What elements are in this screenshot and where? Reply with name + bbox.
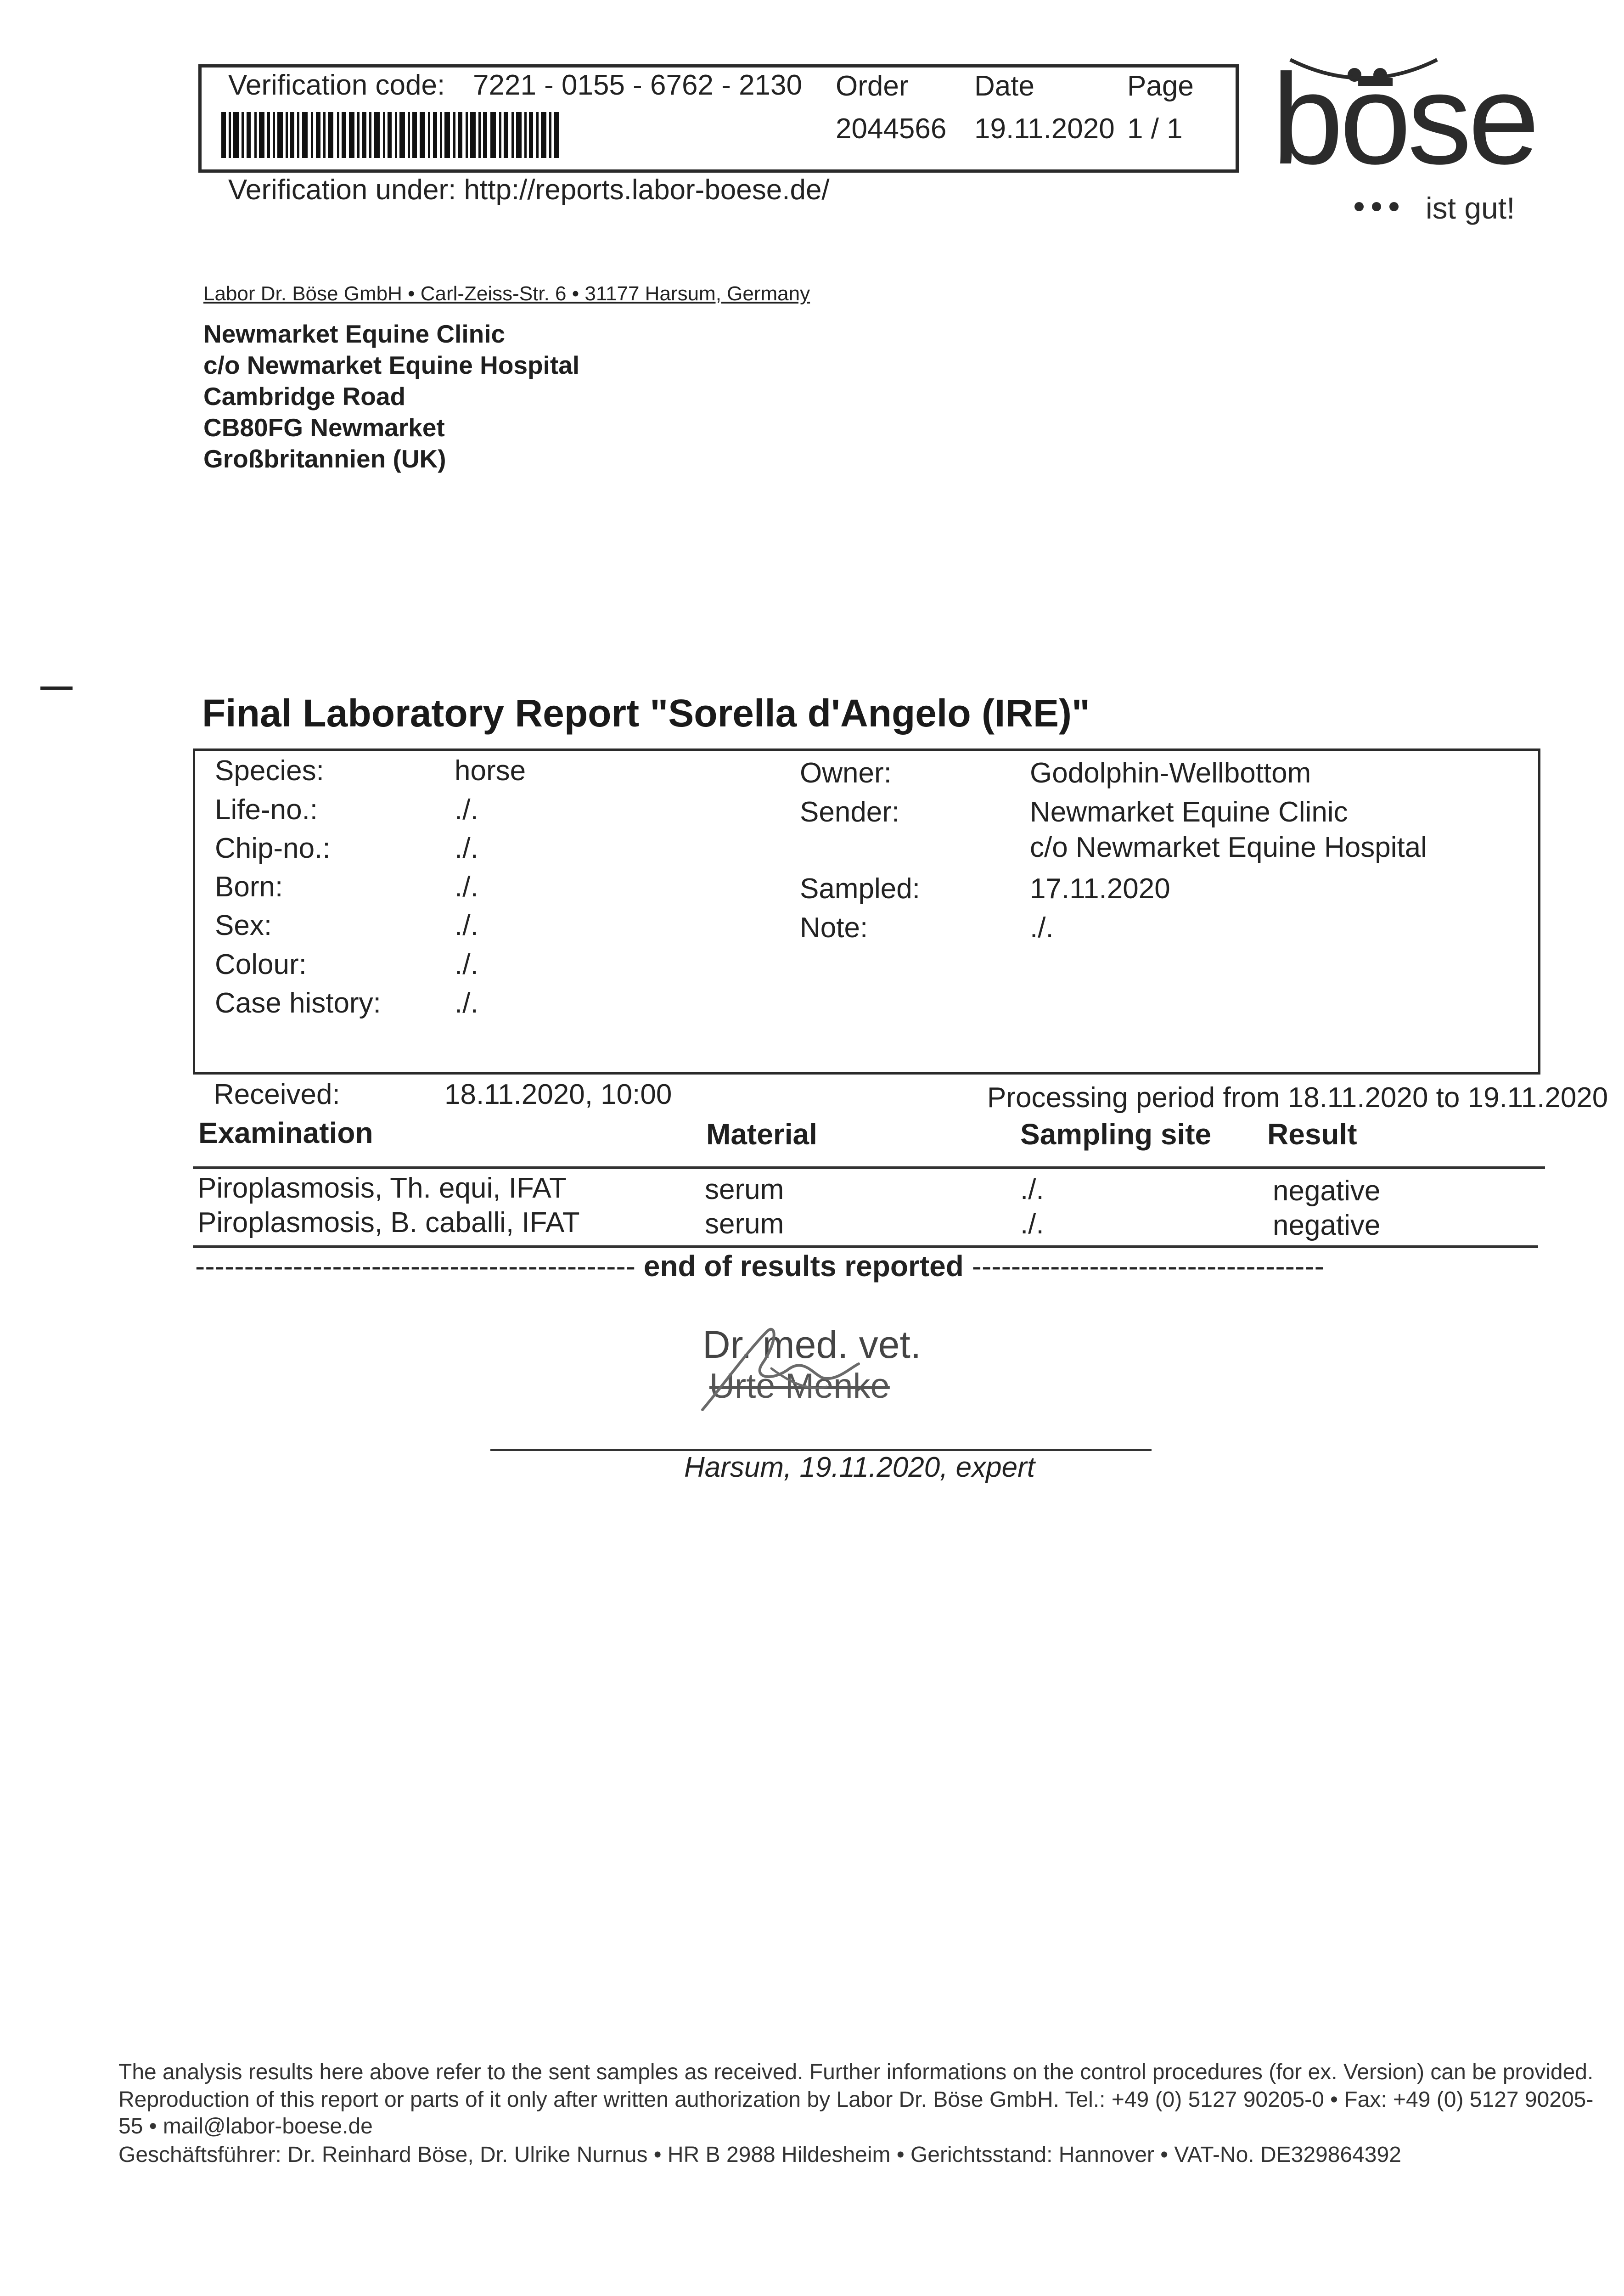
address-line-3: Cambridge Road [203, 382, 406, 411]
chip-no-value: ./. [455, 833, 478, 864]
row-1-examination: Piroplasmosis, Th. equi, IFAT [197, 1172, 567, 1204]
report-title: Final Laboratory Report "Sorella d'Angelo (IRE)" [202, 692, 1090, 735]
end-dashes-left: --------------------------------------------- [195, 1249, 636, 1283]
verification-url: Verification under: http://reports.labor-boese.de/ [228, 174, 830, 206]
case-history-label: Case history: [215, 987, 381, 1019]
row-1-sampling-site: ./. [1020, 1174, 1044, 1205]
row-2-sampling-site: ./. [1020, 1208, 1044, 1240]
signature-place-date: Harsum, 19.11.2020, expert [684, 1452, 1035, 1483]
life-no-label: Life-no.: [215, 794, 318, 826]
logo-tagline: ist gut! [1426, 191, 1515, 225]
signatory-name: Urte Menke [709, 1367, 890, 1406]
case-history-value: ./. [455, 987, 478, 1019]
logo-wordmark: bōse [1272, 48, 1536, 191]
end-dashes-right: ------------------------------------ [972, 1249, 1324, 1283]
sex-value: ./. [455, 910, 478, 941]
tagline-dots [1354, 202, 1407, 214]
page-label: Page [1127, 70, 1194, 102]
sender-label: Sender: [800, 796, 900, 828]
col-header-material: Material [706, 1118, 817, 1151]
born-value: ./. [455, 871, 478, 903]
address-line-2: c/o Newmarket Equine Hospital [203, 351, 580, 379]
fold-mark [40, 687, 73, 690]
species-label: Species: [215, 755, 324, 787]
sampled-label: Sampled: [800, 873, 920, 905]
handwritten-signature [698, 1313, 891, 1424]
col-header-examination: Examination [198, 1116, 373, 1149]
received-value: 18.11.2020, 10:00 [444, 1079, 672, 1110]
verification-label: Verification code: [228, 69, 445, 101]
owner-value: Godolphin-Wellbottom [1030, 757, 1311, 789]
sex-label: Sex: [215, 910, 272, 941]
col-header-result: Result [1267, 1118, 1357, 1151]
species-value: horse [455, 755, 526, 787]
col-header-sampling-site: Sampling site [1020, 1118, 1212, 1151]
sampled-value: 17.11.2020 [1030, 873, 1170, 905]
colour-value: ./. [455, 949, 478, 980]
row-1-result: negative [1273, 1175, 1381, 1207]
row-1-material: serum [705, 1174, 784, 1205]
address-line-5: Großbritannien (UK) [203, 445, 446, 473]
footer-line-2: Reproduction of this report or parts of it only after written authorization by Labor Dr. Böse GmbH. Tel.: +49 (0) 5127 90205-0 • Fax: +49 (0) 5127 90205- [118, 2088, 1594, 2112]
signatory-title: Dr. med. vet. [702, 1323, 922, 1366]
received-label: Received: [214, 1079, 340, 1110]
row-2-examination: Piroplasmosis, B. caballi, IFAT [197, 1207, 580, 1238]
order-label: Order [836, 70, 909, 102]
table-header-rule [193, 1166, 1545, 1169]
row-2-material: serum [705, 1208, 784, 1240]
life-no-value: ./. [455, 794, 478, 826]
row-2-result: negative [1273, 1210, 1381, 1241]
owner-label: Owner: [800, 757, 892, 789]
date-label: Date [974, 70, 1034, 102]
address-line-4: CB80FG Newmarket [203, 413, 445, 442]
end-of-results-line [195, 1249, 1324, 1283]
chip-no-label: Chip-no.: [215, 833, 331, 864]
verification-code: 7221 - 0155 - 6762 - 2130 [473, 69, 802, 101]
processing-period: Processing period from 18.11.2020 to 19.11.2020 [987, 1082, 1608, 1114]
page-value: 1 / 1 [1127, 113, 1183, 145]
sender-value-line-2: c/o Newmarket Equine Hospital [1030, 832, 1427, 863]
date-value: 19.11.2020 [974, 113, 1115, 145]
sender-value-line-1: Newmarket Equine Clinic [1030, 796, 1348, 828]
born-label: Born: [215, 871, 283, 903]
barcode-image [221, 112, 561, 158]
note-label: Note: [800, 912, 868, 944]
footer-line-4: Geschäftsführer: Dr. Reinhard Böse, Dr. Ulrike Nurnus • HR B 2988 Hildesheim • Gerichtsstand: Hannover • VAT-No. DE329864392 [118, 2143, 1401, 2167]
footer-line-1: The analysis results here above refer to the sent samples as received. Further informations on the control procedures (for ex. Version) can be provided. [118, 2060, 1594, 2084]
sender-address-line: Labor Dr. Böse GmbH • Carl-Zeiss-Str. 6 • 31177 Harsum, Germany [203, 282, 810, 305]
address-line-1: Newmarket Equine Clinic [203, 320, 506, 348]
colour-label: Colour: [215, 949, 307, 980]
end-of-results-text: end of results reported [643, 1249, 964, 1283]
order-value: 2044566 [836, 113, 947, 145]
footer-line-3: 55 • mail@labor-boese.de [118, 2114, 373, 2138]
table-bottom-rule [193, 1245, 1538, 1248]
note-value: ./. [1030, 912, 1054, 944]
